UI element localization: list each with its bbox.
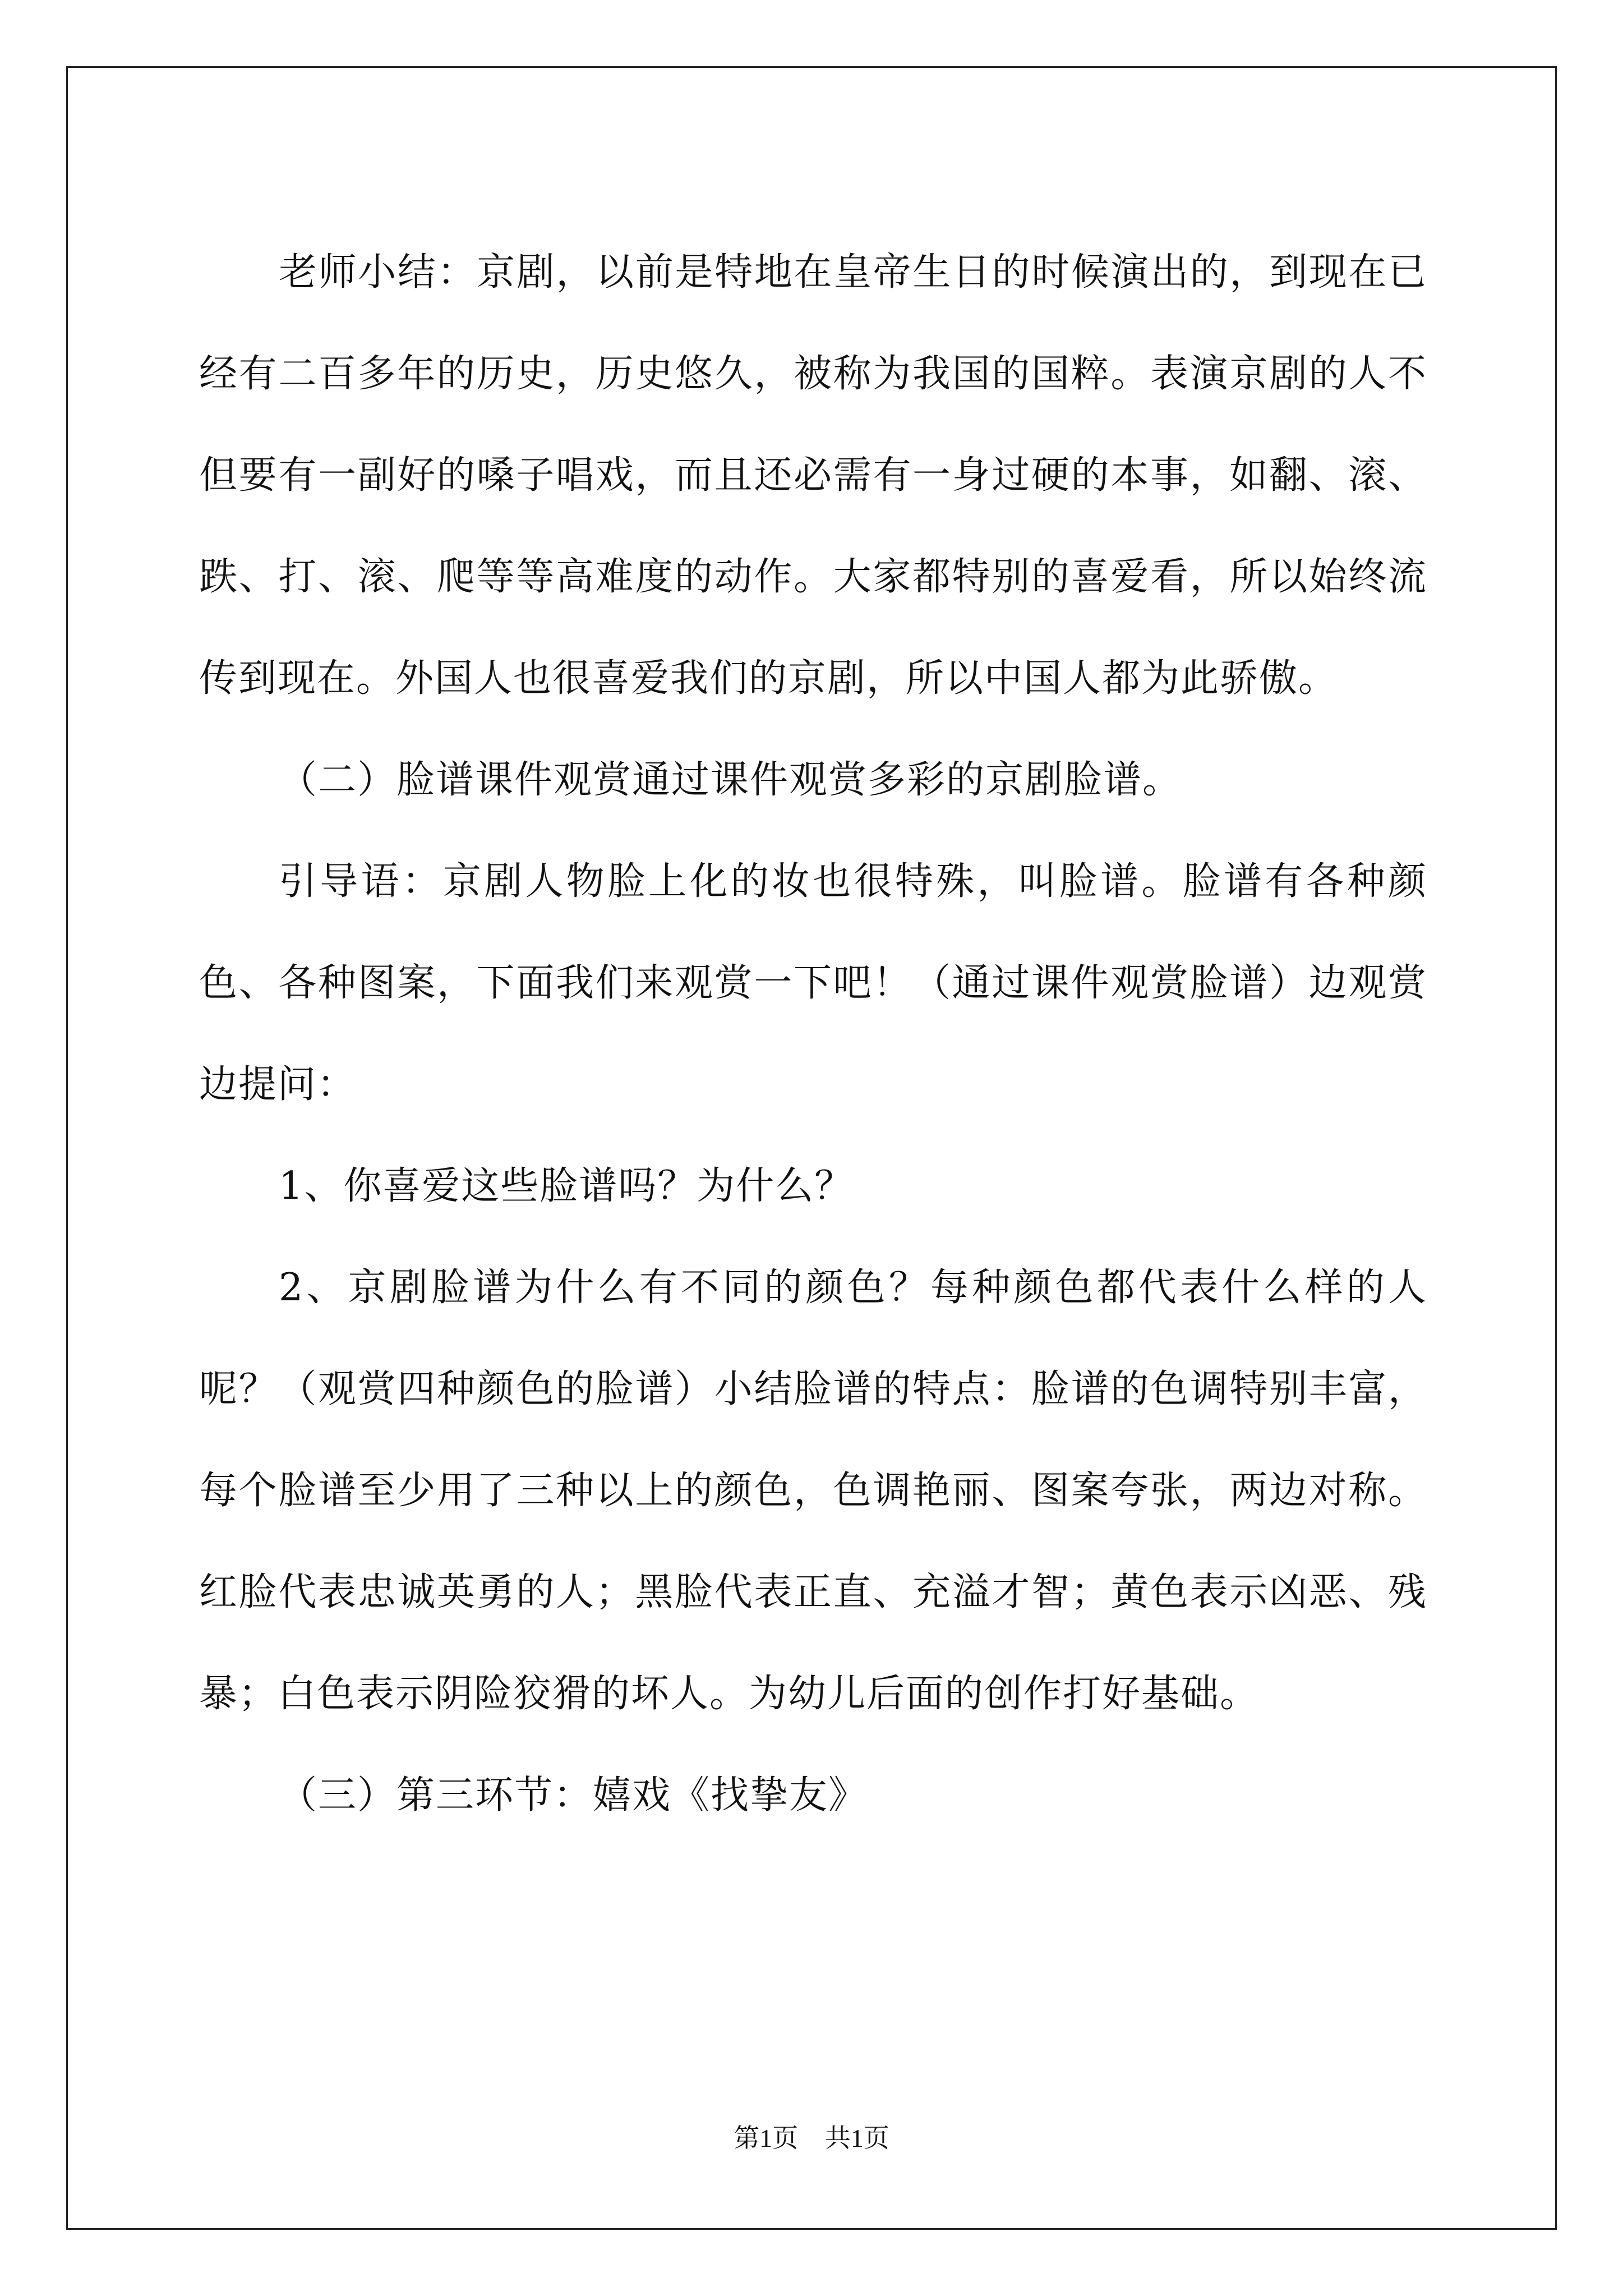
paragraph-section-three-heading: （三）第三环节：嬉戏《找挚友》 — [279, 1773, 868, 1818]
page-footer — [0, 2118, 1623, 2155]
paragraph-question-two: 2、京剧脸谱为什么有不同的颜色？每种颜色都代表什么样的人呢？（观赏四种颜色的脸谱）小结脸谱的特点：脸谱的色调特别丰富，每个脸谱至少用了三种以上的颜色，色调艳丽、图案夸张，两边对称。红脸代表忠诚英勇的人；黑脸代表正直、充溢才智；黄色表示凶恶、残暴；白色表示阴险狡猾的坏人。为幼儿后面的创作打好基础。 — [199, 1266, 1427, 1716]
paragraph-summary: 老师小结：京剧，以前是特地在皇帝生日的时候演出的，到现在已经有二百多年的历史，历史悠久，被称为我国的国粹。表演京剧的人不但要有一副好的嗓子唱戏，而且还必需有一身过硬的本事，如翻、滚、跌、打、滚、爬等等高难度的动作。大家都特别的喜爱看，所以始终流传到现在。外国人也很喜爱我们的京剧，所以中国人都为此骄傲。 — [199, 250, 1427, 701]
paragraph-question-one: 1、你喜爱这些脸谱吗？为什么？ — [279, 1164, 854, 1208]
paragraph-section-two-heading: （二）脸谱课件观赏通过课件观赏多彩的京剧脸谱。 — [279, 758, 1182, 802]
page-total: 共1页 — [824, 2124, 889, 2152]
paragraph-guide: 引导语：京剧人物脸上化的妆也很特殊，叫脸谱。脸谱有各种颜色、各种图案，下面我们来观赏一下吧！（通过课件观赏脸谱）边观赏边提问： — [199, 859, 1427, 1107]
document-body — [199, 222, 1427, 1846]
page-number: 第1页 — [734, 2124, 799, 2152]
